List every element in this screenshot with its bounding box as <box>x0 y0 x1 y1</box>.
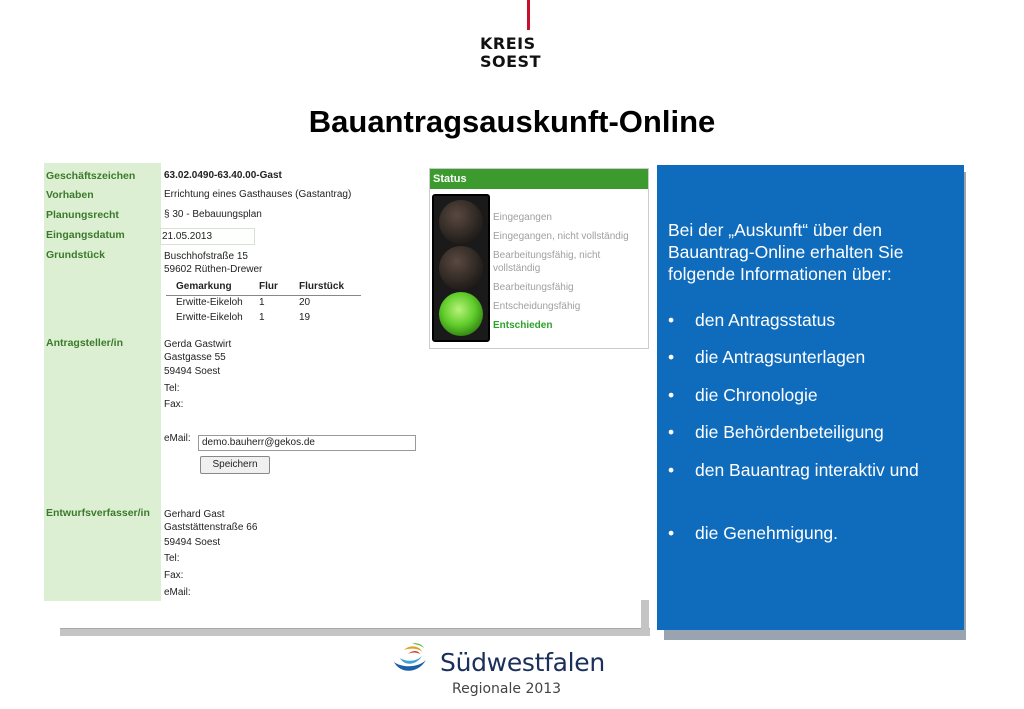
status-step: Eingegangen <box>493 212 552 223</box>
traffic-light-top <box>439 200 483 244</box>
status-step: Eingegangen, nicht vollständig <box>493 231 629 242</box>
traffic-light-icon <box>432 194 490 342</box>
screenshot-shadow-right <box>641 600 649 634</box>
bullet-text: den Antragsstatus <box>695 310 836 330</box>
applicant-street: Gastgasse 55 <box>164 352 226 363</box>
parcel-city: 59602 Rüthen-Drewer <box>164 264 263 275</box>
status-step-active: Entschieden <box>493 320 553 331</box>
plot-header-gemarkung: Gemarkung <box>176 281 232 292</box>
plot-table-divider <box>166 295 361 296</box>
bullet-text: den Bauantrag interaktiv und <box>695 460 919 480</box>
page-title: Bauantragsauskunft-Online <box>308 104 716 139</box>
info-intro: Bei der „Auskunft“ über den Bauantrag-Online erhalten Sie folgende Informationen über: <box>668 220 904 284</box>
parcel-street: Buschhofstraße 15 <box>164 251 248 262</box>
bullet-dot: • <box>668 422 675 442</box>
bullet-text: die Genehmigung. <box>695 523 839 543</box>
label-planning-law: Planungsrecht <box>46 209 119 221</box>
plot-cell: 1 <box>259 297 265 308</box>
bullet-dot: • <box>668 310 675 330</box>
label-designer: Entwurfsverfasser/in <box>46 507 150 519</box>
screenshot-shadow-bottom <box>60 628 650 636</box>
status-header: Status <box>430 169 648 189</box>
plot-cell: Erwitte-Eikeloh <box>176 312 243 323</box>
applicant-city: 59494 Soest <box>164 366 221 377</box>
applicant-fax-label: Fax: <box>164 399 184 410</box>
value-project: Errichtung eines Gasthauses (Gastantrag) <box>164 189 352 200</box>
applicant-email-input[interactable]: demo.bauherr@gekos.de <box>198 435 416 451</box>
traffic-light-bottom <box>439 292 483 336</box>
kreis-soest-logo <box>480 0 550 75</box>
designer-street: Gaststättenstraße 66 <box>164 522 258 533</box>
bullet-text: die Antragsunterlagen <box>695 347 866 367</box>
save-button[interactable]: Speichern <box>200 456 270 474</box>
logo-line-1: KREIS <box>480 34 536 53</box>
designer-tel-label: Tel: <box>164 553 180 564</box>
plot-header-flur: Flur <box>259 281 278 292</box>
designer-fax-label: Fax: <box>164 570 184 581</box>
bullet-dot: • <box>668 460 675 480</box>
bullet-dot: • <box>668 385 675 405</box>
designer-name: Gerhard Gast <box>164 509 225 520</box>
applicant-name: Gerda Gastwirt <box>164 339 232 350</box>
footer-brand-subtitle: Regionale 2013 <box>452 681 562 697</box>
designer-email-label: eMail: <box>164 587 191 598</box>
plot-header-flurstueck: Flurstück <box>299 281 345 292</box>
value-receipt-date: 21.05.2013 <box>162 231 213 242</box>
label-parcel: Grundstück <box>46 249 105 261</box>
plot-cell: Erwitte-Eikeloh <box>176 297 243 308</box>
bullet-text: die Behördenbeteiligung <box>695 422 884 442</box>
applicant-tel-label: Tel: <box>164 383 180 394</box>
status-step: vollständig <box>493 263 541 274</box>
plot-cell: 19 <box>299 312 311 323</box>
plot-cell: 20 <box>299 297 311 308</box>
status-step: Bearbeitungsfähig <box>493 282 574 293</box>
value-file-no: 63.02.0490-63.40.00-Gast <box>164 170 282 181</box>
bullet-dot: • <box>668 523 675 543</box>
label-applicant: Antragsteller/in <box>46 337 124 349</box>
logo-line-2: SOEST <box>480 52 541 71</box>
status-step: Entscheidungsfähig <box>493 301 581 312</box>
designer-city: 59494 Soest <box>164 537 221 548</box>
logo-accent-bar <box>527 0 530 30</box>
status-step: Bearbeitungsfähig, nicht <box>493 250 601 261</box>
info-box <box>657 165 964 630</box>
applicant-email-label: eMail: <box>164 433 191 444</box>
label-receipt-date: Eingangsdatum <box>46 229 125 241</box>
bullet-text: die Chronologie <box>695 385 818 405</box>
traffic-light-middle <box>439 246 483 290</box>
value-planning-law: § 30 - Bebauungsplan <box>164 209 262 220</box>
label-file-no: Geschäftszeichen <box>46 170 136 182</box>
label-project: Vorhaben <box>46 189 94 201</box>
plot-cell: 1 <box>259 312 265 323</box>
footer-brand-name: Südwestfalen <box>440 648 605 677</box>
bullet-dot: • <box>668 347 675 367</box>
suedwestfalen-logo-icon <box>390 640 430 680</box>
